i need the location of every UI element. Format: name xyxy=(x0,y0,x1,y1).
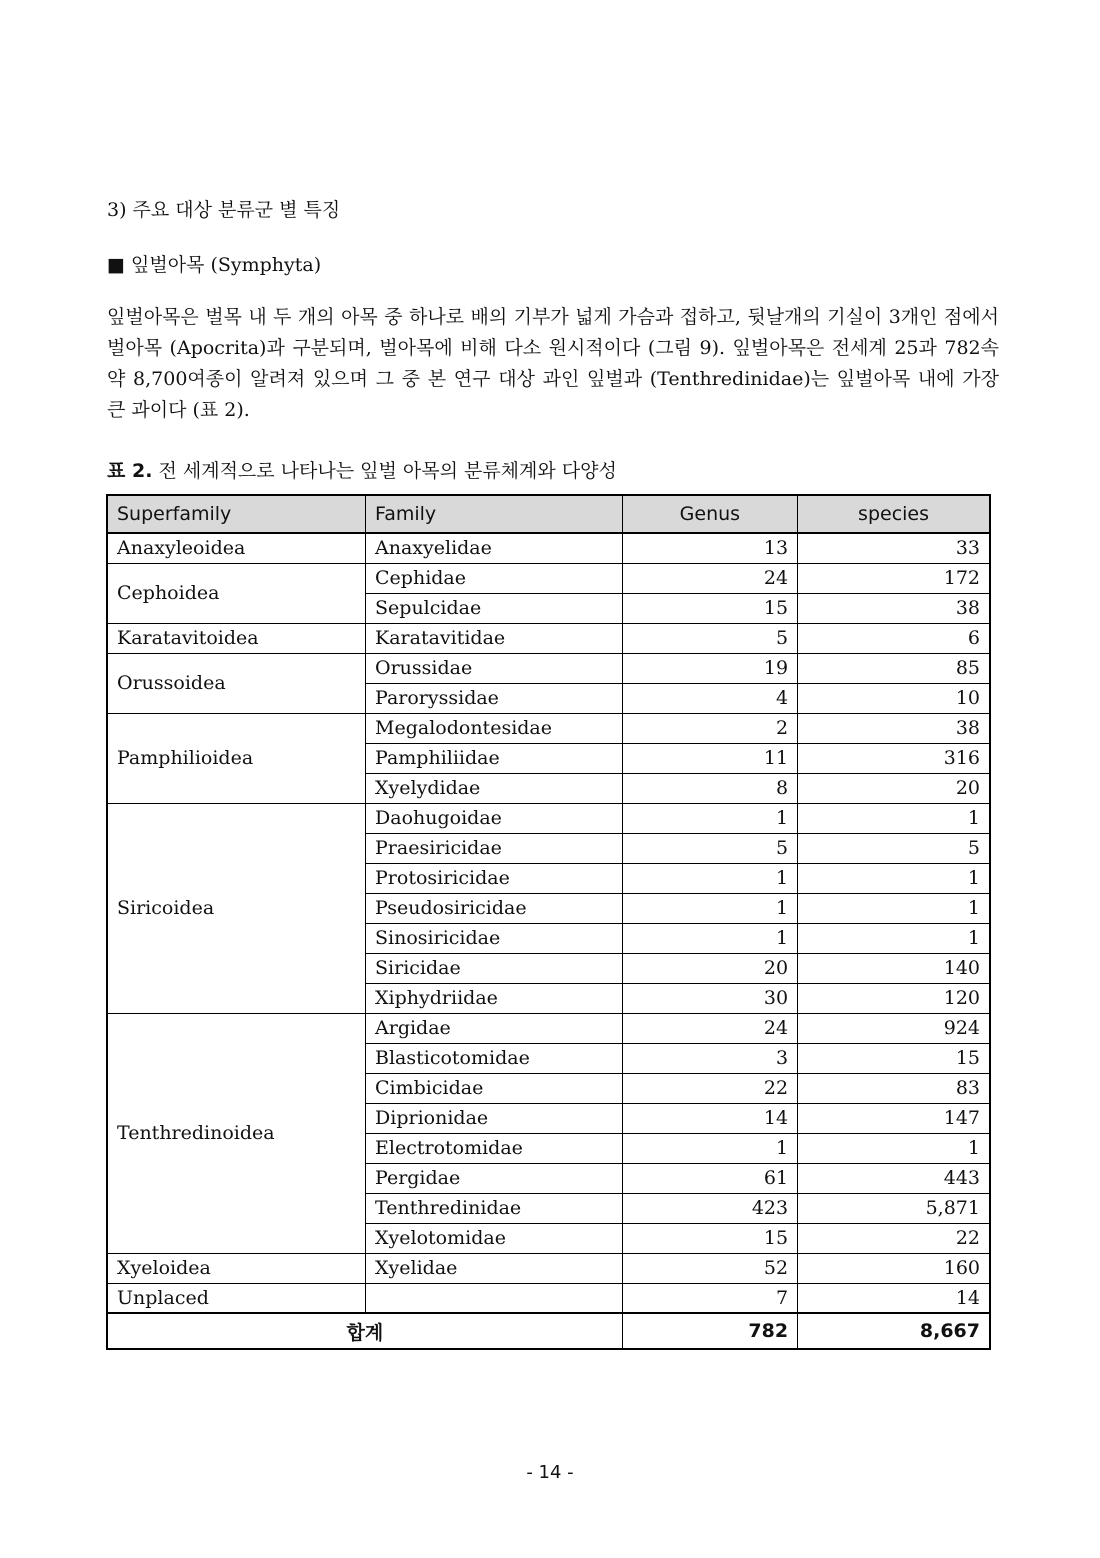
species-cell: 443 xyxy=(798,1163,990,1193)
superfamily-cell: Cephoidea xyxy=(107,563,366,623)
species-cell: 83 xyxy=(798,1073,990,1103)
total-row xyxy=(107,1313,990,1349)
family-cell: Siricidae xyxy=(366,953,623,983)
section-title: 3) 주요 대상 분류군 별 특징 xyxy=(107,199,341,221)
species-cell: 10 xyxy=(798,683,990,713)
species-cell: 1 xyxy=(798,923,990,953)
species-cell: 316 xyxy=(798,743,990,773)
genus-cell: 8 xyxy=(622,773,797,803)
genus-cell: 61 xyxy=(622,1163,797,1193)
species-cell: 38 xyxy=(798,713,990,743)
genus-cell: 11 xyxy=(622,743,797,773)
table-caption-label: 표 2. xyxy=(107,460,153,482)
body-paragraph: 잎벌아목은 벌목 내 두 개의 아목 중 하나로 배의 기부가 넓게 가슴과 접하고, 뒷날개의 기실이 3개인 점에서 벌아목 (Apocrita)과 구분되며, 벌아목에 비해 다소 원시적이다 (그림 9). 잎벌아목은 전세계 25과 782속 약 8,700여종이 알려져 있으며 그 중 본 연구 대상 과인 잎벌과 (Tenthredinidae)는 잎벌아목 내에 가장 큰 과이다 (표 2). xyxy=(107,306,999,421)
table-row xyxy=(107,713,990,743)
family-cell: Cephidae xyxy=(366,563,623,593)
table-row xyxy=(107,563,990,593)
species-cell: 1 xyxy=(798,803,990,833)
family-cell: Xyelidae xyxy=(366,1253,623,1283)
species-cell: 160 xyxy=(798,1253,990,1283)
species-cell: 1 xyxy=(798,893,990,923)
genus-cell: 1 xyxy=(622,893,797,923)
species-cell: 6 xyxy=(798,623,990,653)
header-species: species xyxy=(798,495,990,533)
species-cell: 5,871 xyxy=(798,1193,990,1223)
superfamily-cell: Tenthredinoidea xyxy=(107,1013,366,1253)
family-cell xyxy=(366,1283,623,1313)
species-cell: 140 xyxy=(798,953,990,983)
genus-cell: 5 xyxy=(622,623,797,653)
genus-cell: 52 xyxy=(622,1253,797,1283)
family-cell: Orussidae xyxy=(366,653,623,683)
family-cell: Pseudosiricidae xyxy=(366,893,623,923)
superfamily-cell: Pamphilioidea xyxy=(107,713,366,803)
header-family: Family xyxy=(366,495,623,533)
genus-cell: 24 xyxy=(622,1013,797,1043)
total-label: 합계 xyxy=(107,1313,622,1349)
genus-cell: 30 xyxy=(622,983,797,1013)
species-cell: 924 xyxy=(798,1013,990,1043)
family-cell: Pamphiliidae xyxy=(366,743,623,773)
family-cell: Paroryssidae xyxy=(366,683,623,713)
species-cell: 1 xyxy=(798,863,990,893)
species-cell: 20 xyxy=(798,773,990,803)
genus-cell: 24 xyxy=(622,563,797,593)
genus-cell: 15 xyxy=(622,593,797,623)
genus-cell: 5 xyxy=(622,833,797,863)
genus-cell: 7 xyxy=(622,1283,797,1313)
table-row xyxy=(107,1013,990,1043)
species-cell: 5 xyxy=(798,833,990,863)
genus-cell: 423 xyxy=(622,1193,797,1223)
family-cell: Protosiricidae xyxy=(366,863,623,893)
family-cell: Electrotomidae xyxy=(366,1133,623,1163)
family-cell: Karatavitidae xyxy=(366,623,623,653)
genus-cell: 22 xyxy=(622,1073,797,1103)
species-cell: 14 xyxy=(798,1283,990,1313)
family-cell: Pergidae xyxy=(366,1163,623,1193)
species-cell: 38 xyxy=(798,593,990,623)
family-cell: Sinosiricidae xyxy=(366,923,623,953)
family-cell: Cimbicidae xyxy=(366,1073,623,1103)
genus-cell: 1 xyxy=(622,803,797,833)
genus-cell: 1 xyxy=(622,1133,797,1163)
superfamily-cell: Unplaced xyxy=(107,1283,366,1313)
total-genus: 782 xyxy=(622,1313,797,1349)
table-header-row xyxy=(107,495,990,533)
family-cell: Xyelydidae xyxy=(366,773,623,803)
genus-cell: 1 xyxy=(622,863,797,893)
family-cell: Megalodontesidae xyxy=(366,713,623,743)
header-genus: Genus xyxy=(622,495,797,533)
species-cell: 147 xyxy=(798,1103,990,1133)
family-cell: Daohugoidae xyxy=(366,803,623,833)
family-cell: Tenthredinidae xyxy=(366,1193,623,1223)
table-row xyxy=(107,533,990,563)
family-cell: Xiphydriidae xyxy=(366,983,623,1013)
genus-cell: 1 xyxy=(622,923,797,953)
family-cell: Praesiricidae xyxy=(366,833,623,863)
superfamily-cell: Siricoidea xyxy=(107,803,366,1013)
genus-cell: 4 xyxy=(622,683,797,713)
family-cell: Anaxyelidae xyxy=(366,533,623,563)
genus-cell: 14 xyxy=(622,1103,797,1133)
subheading-symphyta: ■ 잎벌아목 (Symphyta) xyxy=(107,254,322,276)
species-cell: 22 xyxy=(798,1223,990,1253)
family-cell: Blasticotomidae xyxy=(366,1043,623,1073)
superfamily-cell: Orussoidea xyxy=(107,653,366,713)
table-row xyxy=(107,653,990,683)
species-cell: 85 xyxy=(798,653,990,683)
genus-cell: 15 xyxy=(622,1223,797,1253)
species-cell: 33 xyxy=(798,533,990,563)
genus-cell: 3 xyxy=(622,1043,797,1073)
table-row xyxy=(107,623,990,653)
total-species: 8,667 xyxy=(798,1313,990,1349)
genus-cell: 20 xyxy=(622,953,797,983)
species-cell: 1 xyxy=(798,1133,990,1163)
genus-cell: 19 xyxy=(622,653,797,683)
table-caption-text: 전 세계적으로 나타나는 잎벌 아목의 분류체계와 다양성 xyxy=(152,460,617,482)
family-cell: Argidae xyxy=(366,1013,623,1043)
genus-cell: 13 xyxy=(622,533,797,563)
table-row xyxy=(107,803,990,833)
table-body xyxy=(107,533,990,1313)
family-cell: Sepulcidae xyxy=(366,593,623,623)
species-cell: 120 xyxy=(798,983,990,1013)
superfamily-cell: Anaxyleoidea xyxy=(107,533,366,563)
header-superfamily: Superfamily xyxy=(107,495,366,533)
family-cell: Diprionidae xyxy=(366,1103,623,1133)
superfamily-cell: Karatavitoidea xyxy=(107,623,366,653)
table-caption xyxy=(107,456,617,483)
taxonomy-table xyxy=(106,494,991,1350)
genus-cell: 2 xyxy=(622,713,797,743)
table-row xyxy=(107,1253,990,1283)
table-row xyxy=(107,1283,990,1313)
species-cell: 15 xyxy=(798,1043,990,1073)
family-cell: Xyelotomidae xyxy=(366,1223,623,1253)
species-cell: 172 xyxy=(798,563,990,593)
superfamily-cell: Xyeloidea xyxy=(107,1253,366,1283)
page-number: - 14 - xyxy=(526,1462,574,1483)
